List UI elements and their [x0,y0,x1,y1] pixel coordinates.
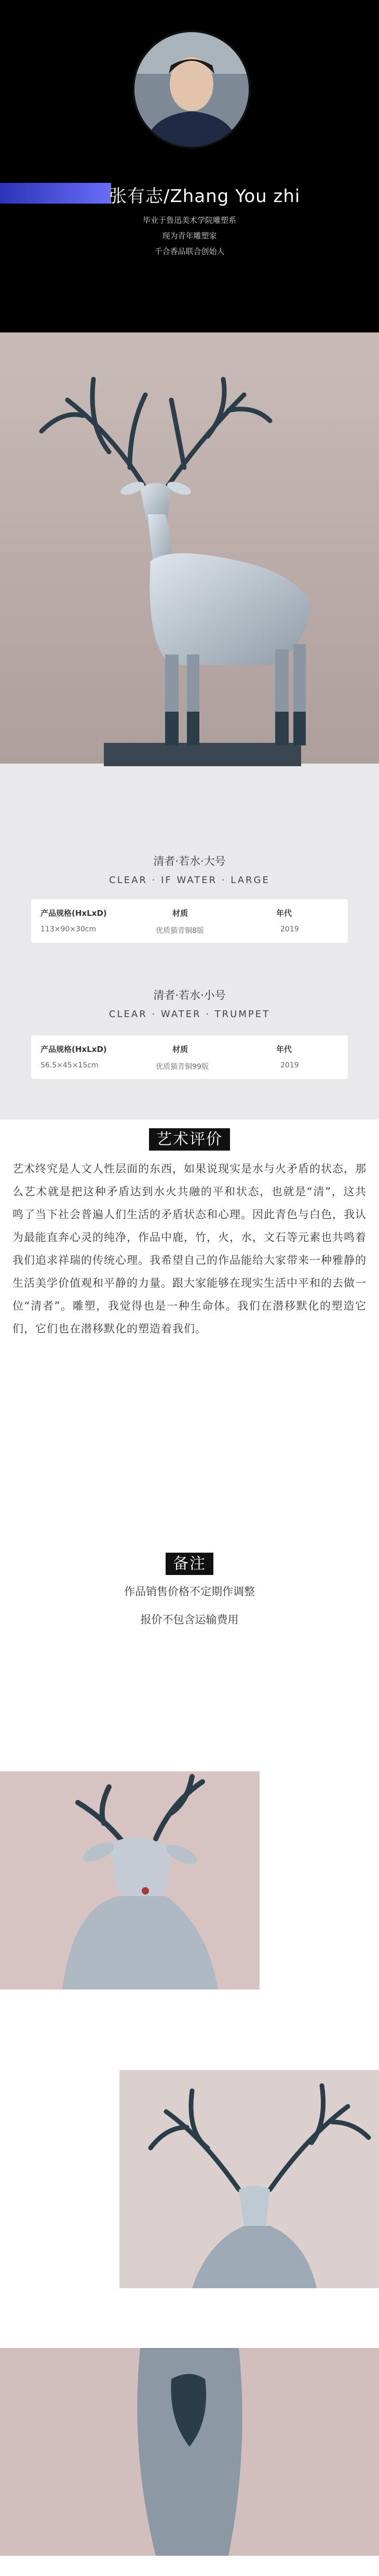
work-title: 清者·若水·小号 [153,989,226,1002]
work-subtitle: CLEAR · WATER · TRUMPET [109,1009,270,1020]
detail-photo-rear [0,2348,379,2556]
review-text: 艺术终究是人文人性层面的东西，如果说现实是水与火矛盾的状态，那么艺术就是把这种矛盾达到水火共融的平和状态，也就是“清”，这共鸣了当下社会普遍人们生活的矛盾状态和心理。因此青色与白色，我认为最能直奔心灵的纯净，作品中鹿，竹，火，水，文石等元素也共鸣着我们追求祥瑞的传统心理。我希望自己的作品能给大家带来一种雅静的生活美学价值观和平静的力量。跟大家能够在现实生活中平和的去做一位“清者”。雕塑，我觉得也是一种生命体。我们在潜移默化的塑造它们，它们也在潜移默化的塑造着我们。 [12,1163,367,1335]
spec-value-year: 2019 [280,925,299,933]
spec-header-size: 产品规格(HxLxD) [40,909,107,918]
work-subtitle: CLEAR · IF WATER · LARGE [109,875,270,886]
review-heading-wrap [0,1126,379,1149]
spec-card [31,1035,348,1079]
artist-avatar [132,30,251,149]
note-line: 作品销售价格不定期作调整 [124,1585,255,1598]
bio-line: 毕业于鲁迅美术学院雕塑系 [142,216,236,225]
review-heading: 艺术评价 [149,1128,230,1151]
note-line: 报价不包含运输费用 [140,1613,239,1626]
bio-line: 现为青年雕塑家 [162,231,217,241]
spec-value-material: 优质猫青铜8版 [156,927,204,935]
spec-header-material: 材质 [172,909,188,918]
work-title: 清者·若水·大号 [153,855,226,867]
spec-header-year: 年代 [276,1045,292,1054]
spec-header-material: 材质 [172,1045,188,1054]
notes-heading: 备注 [166,1553,213,1575]
spec-card [31,899,348,943]
bio-line: 千合香品联合创始人 [154,247,225,256]
spec-header-size: 产品规格(HxLxD) [40,1045,107,1054]
spec-value-material: 优质猫青铜99版 [156,1063,209,1071]
artist-header [0,0,379,332]
spec-value-year: 2019 [280,1061,299,1070]
hero-sculpture-photo [0,332,379,839]
artist-name: 张有志/Zhang You zhi [109,186,301,207]
detail-photo-head [0,1771,260,1990]
spec-value-size: 56.5×45×15cm [40,1061,99,1070]
detail-photo-antlers [119,2070,379,2288]
spec-value-size: 113×90×30cm [40,925,97,933]
spec-header-year: 年代 [276,909,292,918]
notes-heading-wrap [0,1551,379,1573]
